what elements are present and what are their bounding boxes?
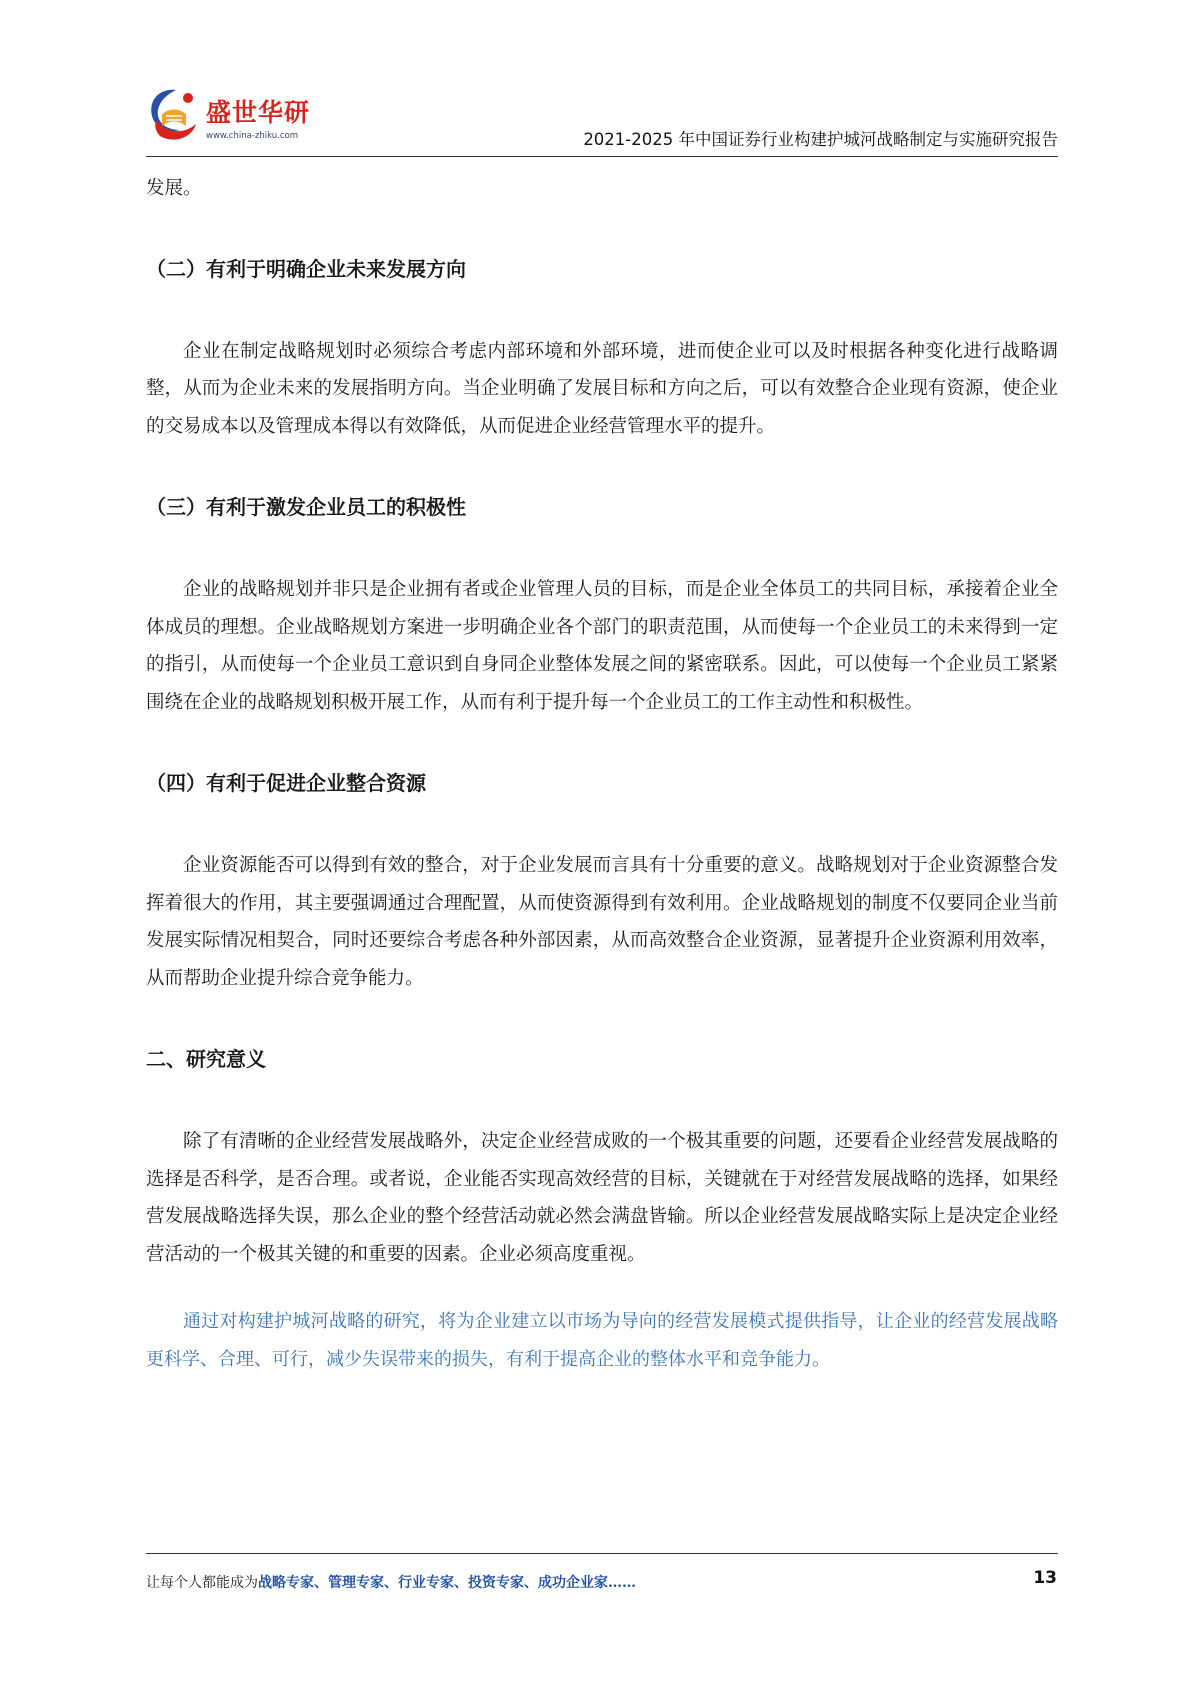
report-title: 2021-2025 年中国证券行业构建护城河战略制定与实施研究报告 bbox=[583, 130, 1058, 149]
paragraph-significance: 除了有清晰的企业经营发展战略外，决定企业经营成败的一个极其重要的问题，还要看企业经营发展战略的选择是否科学，是否合理。或者说，企业能否实现高效经营的目标，关键就在于对经营发展战略的选择，如果经营发展战略选择失误，那么企业的整个经营活动就必然会满盘皆输。所以企业经营发展战略实际上是决定企业经营活动的一个极其关键的和重要的因素。企业必须高度重视。 bbox=[146, 1131, 1058, 1265]
section-heading-research: 二、研究意义 bbox=[146, 1047, 266, 1071]
footer-highlight: 战略专家、管理专家、行业专家、投资专家、成功企业家…… bbox=[258, 1575, 636, 1591]
section-heading-2: （二）有利于明确企业未来发展方向 bbox=[146, 256, 466, 281]
page-header bbox=[146, 80, 1058, 160]
paragraph-direction: 企业在制定战略规划时必须综合考虑内部环境和外部环境，进而使企业可以及时根据各种变化进行战略调整，从而为企业未来的发展指明方向。当企业明确了发展目标和方向之后，可以有效整合企业现有资源，使企业的交易成本以及管理成本得以有效降低，从而促进企业经营管理水平的提升。 bbox=[146, 340, 1058, 437]
company-logo bbox=[146, 84, 316, 148]
paragraph-highlight: 通过对构建护城河战略的研究，将为企业建立以市场为导向的经营发展模式提供指导，让企业的经营发展战略更科学、合理、可行，减少失误带来的损失，有利于提高企业的整体水平和竞争能力。 bbox=[146, 1311, 1058, 1370]
header-divider bbox=[146, 156, 1058, 157]
footer-prefix: 让每个人都能成为 bbox=[146, 1575, 258, 1591]
footer-divider bbox=[146, 1553, 1058, 1554]
paragraph-continuation: 发展。 bbox=[146, 178, 202, 199]
logo-emblem-icon bbox=[146, 84, 206, 148]
footer-slogan bbox=[146, 1572, 636, 1592]
section-heading-4: （四）有利于促进企业整合资源 bbox=[146, 771, 426, 795]
section-heading-3: （三）有利于激发企业员工的积极性 bbox=[146, 495, 466, 519]
logo-name: 盛世华研 bbox=[206, 98, 311, 127]
paragraph-employees: 企业的战略规划并非只是企业拥有者或企业管理人员的目标，而是企业全体员工的共同目标，承接着企业全体成员的理想。企业战略规划方案进一步明确企业各个部门的职责范围，从而使每一个企业员工的未来得到一定的指引，从而使每一个企业员工意识到自身同企业整体发展之间的紧密联系。因此，可以使每一个企业员工紧紧围绕在企业的战略规划积极开展工作，从而有利于提升每一个企业员工的工作主动性和积极性。 bbox=[146, 579, 1058, 713]
page-content bbox=[146, 170, 1058, 1378]
page-number: 13 bbox=[1033, 1568, 1057, 1588]
paragraph-resources: 企业资源能否可以得到有效的整合，对于企业发展而言具有十分重要的意义。战略规划对于企业资源整合发挥着很大的作用，其主要强调通过合理配置，从而使资源得到有效利用。企业战略规划的制度不仅要同企业当前发展实际情况相契合，同时还要综合考虑各种外部因素，从而高效整合企业资源，显著提升企业资源利用效率，从而帮助企业提升综合竞争能力。 bbox=[146, 855, 1058, 989]
logo-url: www.china-zhiku.com bbox=[206, 131, 298, 141]
